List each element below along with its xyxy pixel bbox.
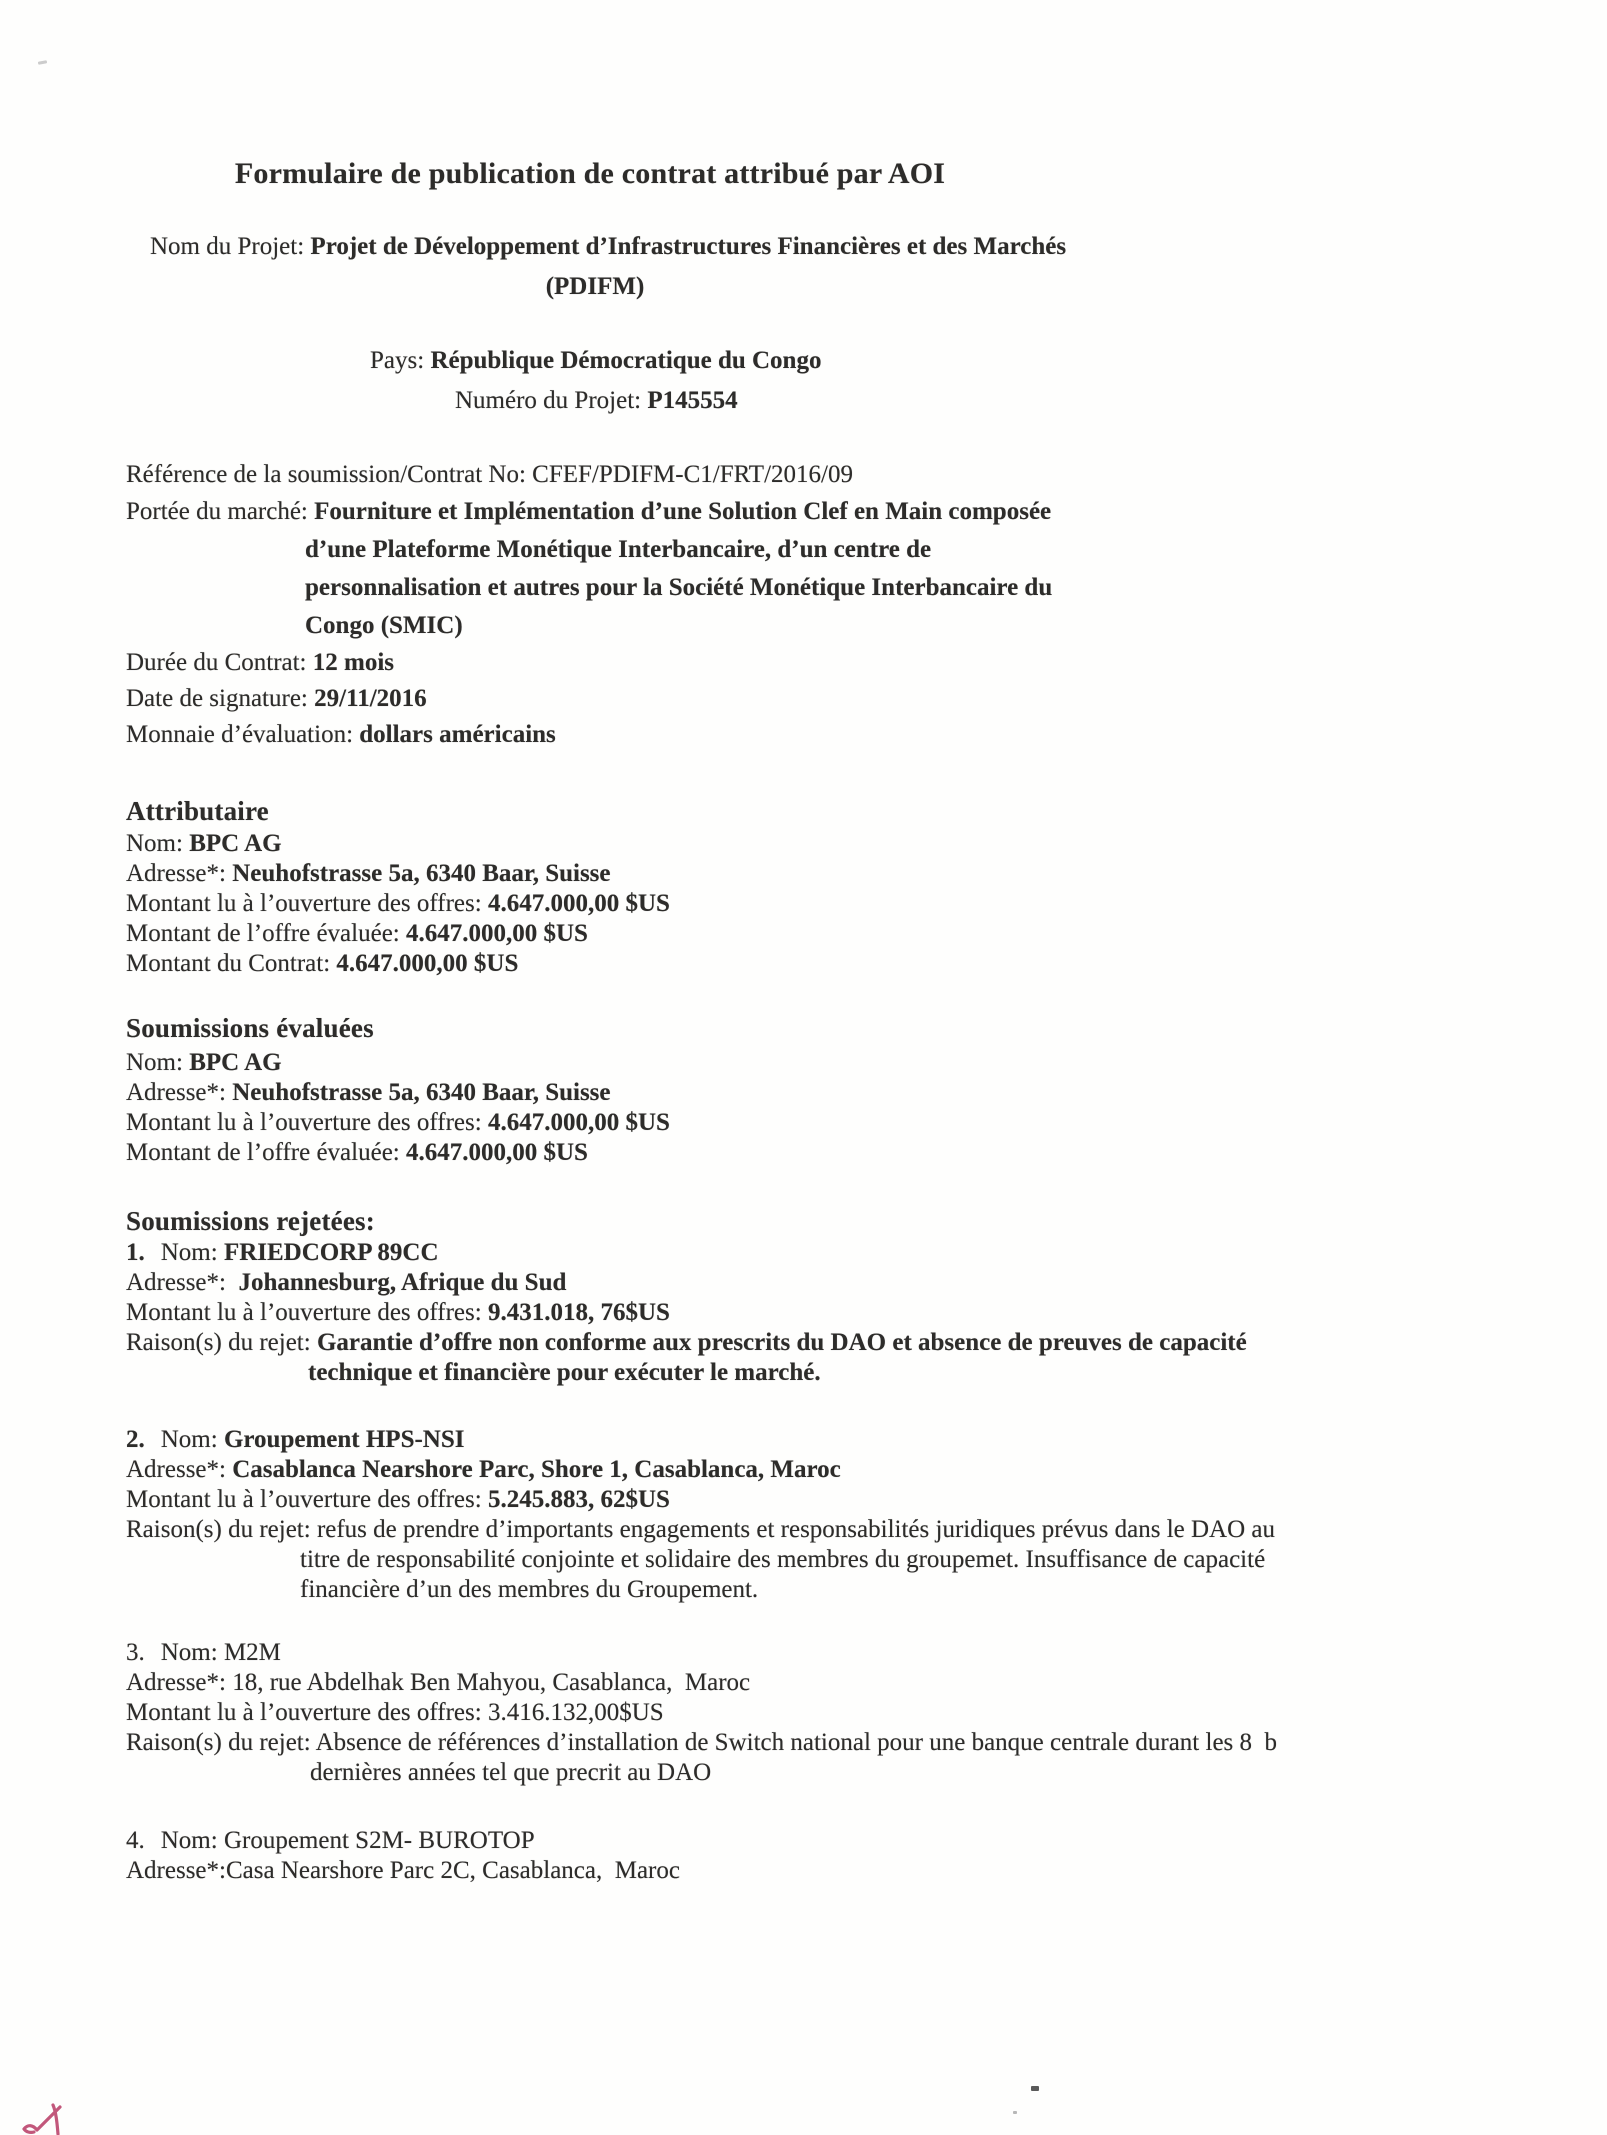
awardee-address-line bbox=[126, 859, 611, 889]
rejected-3-number: 3. bbox=[126, 1639, 145, 1666]
rejected-3-address-value: 18, rue Abdelhak Ben Mahyou, Casablanca, Maroc bbox=[232, 1669, 751, 1696]
country-label: Pays: bbox=[370, 347, 431, 374]
evaluated-bids-heading: Soumissions évaluées bbox=[126, 1013, 374, 1043]
evaluated-bid-evaluated-amount-line bbox=[126, 1138, 588, 1168]
scope-line-1 bbox=[126, 497, 1051, 527]
rejected-1-reason-label: Raison(s) du rejet: bbox=[126, 1329, 317, 1356]
rejected-1-reason-value-1: Garantie d’offre non conforme aux prescrits du DAO et absence de preuves de capacité bbox=[316, 1329, 1247, 1356]
rejected-2-name-line bbox=[126, 1425, 464, 1455]
rejected-4-address-value: Casa Nearshore Parc 2C, Casablanca, Maroc bbox=[225, 1857, 680, 1884]
rejected-3-reason-label: Raison(s) du rejet: bbox=[126, 1729, 316, 1756]
rejected-4-number: 4. bbox=[126, 1827, 145, 1854]
scope-line-3: personnalisation et autres pour la Société Monétique Interbancaire du bbox=[305, 574, 1053, 601]
project-name-value: Projet de Développement d’Infrastructures Financières et des Marchés bbox=[310, 233, 1067, 260]
rejected-2-reason-value-1: refus de prendre d’importants engagements et responsabilités juridiques prévus dans le DAO au bbox=[316, 1516, 1276, 1543]
rejected-2-reason-line-2: titre de responsabilité conjointe et solidaire des membres du groupemet. Insuffisance de capacité bbox=[300, 1546, 1266, 1573]
awardee-bid-opening-amount-label: Montant lu à l’ouverture des offres: bbox=[126, 890, 488, 917]
rejected-2-amount-line bbox=[126, 1485, 670, 1515]
project-number-line bbox=[455, 386, 738, 416]
country-value: République Démocratique du Congo bbox=[430, 347, 822, 374]
rejected-2-reason-line-3: financière d’un des membres du Groupement. bbox=[300, 1576, 759, 1603]
rejected-3-amount-line bbox=[126, 1698, 664, 1728]
evaluation-currency-label: Monnaie d’évaluation: bbox=[126, 721, 360, 748]
rejected-3-name-line bbox=[126, 1638, 281, 1668]
rejected-1-number: 1. bbox=[126, 1239, 145, 1266]
rejected-3-address-line bbox=[126, 1668, 750, 1698]
evaluated-bid-address-line bbox=[126, 1078, 611, 1108]
evaluated-bid-opening-amount-line bbox=[126, 1108, 670, 1138]
scope-label: Portée du marché: bbox=[126, 498, 315, 525]
awardee-evaluated-bid-amount-label: Montant de l’offre évaluée: bbox=[126, 920, 406, 947]
rejected-1-address-line bbox=[126, 1268, 566, 1298]
signature-date-label: Date de signature: bbox=[126, 685, 315, 712]
awardee-name-value: BPC AG bbox=[189, 830, 282, 857]
rejected-1-amount-label: Montant lu à l’ouverture des offres: bbox=[126, 1299, 488, 1326]
project-number-label: Numéro du Projet: bbox=[455, 387, 648, 414]
rejected-2-amount-value: 5.245.883, 62$US bbox=[487, 1486, 670, 1513]
rejected-3-name-label: Nom: bbox=[160, 1639, 224, 1666]
evaluated-bid-address-value: Neuhofstrasse 5a, 6340 Baar, Suisse bbox=[232, 1079, 611, 1106]
project-name-label: Nom du Projet: bbox=[150, 233, 311, 260]
scope-line-2: d’une Plateforme Monétique Interbancaire, d’un centre de bbox=[305, 536, 932, 563]
project-name-line bbox=[150, 232, 1066, 262]
scope-value-1: Fourniture et Implémentation d’une Solution Clef en Main composée bbox=[314, 498, 1052, 525]
rejected-3-reason-line-1 bbox=[126, 1728, 1277, 1758]
rejected-4-name-value: Groupement S2M- BUROTOP bbox=[223, 1827, 535, 1854]
signature-date-line bbox=[126, 684, 427, 714]
submission-reference-label: Référence de la soumission/Contrat No: bbox=[126, 461, 533, 488]
rejected-3-reason-value-1: Absence de références d’installation de Switch national pour une banque centrale durant les 8 b bbox=[315, 1729, 1278, 1756]
rejected-4-name-label: Nom: bbox=[160, 1827, 224, 1854]
rejected-1-amount-line bbox=[126, 1298, 670, 1328]
rejected-1-reason-line-1 bbox=[126, 1328, 1247, 1358]
awardee-contract-amount-label: Montant du Contrat: bbox=[126, 950, 337, 977]
awardee-contract-amount-value: 4.647.000,00 $US bbox=[336, 950, 519, 977]
rejected-2-name-value: Groupement HPS-NSI bbox=[223, 1426, 465, 1453]
rejected-1-amount-value: 9.431.018, 76$US bbox=[487, 1299, 670, 1326]
evaluation-currency-value: dollars américains bbox=[359, 721, 556, 748]
signature-date-value: 29/11/2016 bbox=[314, 685, 427, 712]
contract-duration-value: 12 mois bbox=[312, 649, 395, 676]
rejected-2-reason-line-1 bbox=[126, 1515, 1275, 1545]
rejected-3-name-value: M2M bbox=[223, 1639, 281, 1666]
evaluated-bid-name-value: BPC AG bbox=[189, 1049, 282, 1076]
awardee-evaluated-bid-amount-line bbox=[126, 919, 588, 949]
rejected-3-amount-value: 3.416.132,00$US bbox=[487, 1699, 664, 1726]
scan-speck bbox=[38, 60, 47, 65]
rejected-3-address-label: Adresse*: bbox=[126, 1669, 233, 1696]
rejected-1-address-label: Adresse*: bbox=[126, 1269, 233, 1296]
scope-line-4: Congo (SMIC) bbox=[305, 612, 463, 639]
rejected-1-name-line bbox=[126, 1238, 439, 1268]
submission-reference-line bbox=[126, 460, 853, 490]
project-number-value: P145554 bbox=[647, 387, 738, 414]
rejected-2-address-line bbox=[126, 1455, 841, 1485]
rejected-bids-heading: Soumissions rejetées: bbox=[126, 1206, 375, 1236]
rejected-1-name-value: FRIEDCORP 89CC bbox=[223, 1239, 439, 1266]
rejected-2-address-label: Adresse*: bbox=[126, 1456, 233, 1483]
awardee-address-label: Adresse*: bbox=[126, 860, 233, 887]
rejected-3-reason-line-2: dernières années tel que precrit au DAO bbox=[310, 1759, 712, 1786]
submission-reference-value: CFEF/PDIFM-C1/FRT/2016/09 bbox=[532, 461, 853, 488]
rejected-1-address-value: Johannesburg, Afrique du Sud bbox=[232, 1269, 567, 1296]
evaluated-bid-evaluated-amount-label: Montant de l’offre évaluée: bbox=[126, 1139, 406, 1166]
awardee-address-value: Neuhofstrasse 5a, 6340 Baar, Suisse bbox=[232, 860, 611, 887]
evaluated-bid-opening-amount-value: 4.647.000,00 $US bbox=[487, 1109, 670, 1136]
awardee-contract-amount-line bbox=[126, 949, 518, 979]
rejected-2-address-value: Casablanca Nearshore Parc, Shore 1, Casablanca, Maroc bbox=[232, 1456, 841, 1483]
rejected-4-address-label: Adresse*: bbox=[126, 1857, 226, 1884]
awardee-bid-opening-amount-value: 4.647.000,00 $US bbox=[487, 890, 670, 917]
contract-duration-line bbox=[126, 648, 394, 678]
awardee-heading: Attributaire bbox=[126, 796, 269, 826]
awardee-evaluated-bid-amount-value: 4.647.000,00 $US bbox=[405, 920, 588, 947]
awardee-bid-opening-amount-line bbox=[126, 889, 670, 919]
project-acronym: (PDIFM) bbox=[545, 273, 645, 300]
evaluated-bid-name-label: Nom: bbox=[126, 1049, 190, 1076]
awardee-name-line bbox=[126, 829, 282, 859]
pen-mark bbox=[20, 2102, 74, 2135]
evaluated-bid-evaluated-amount-value: 4.647.000,00 $US bbox=[405, 1139, 588, 1166]
rejected-3-amount-label: Montant lu à l’ouverture des offres: bbox=[126, 1699, 488, 1726]
scan-speck bbox=[1013, 2111, 1017, 2114]
rejected-4-address-line bbox=[126, 1856, 680, 1886]
awardee-name-label: Nom: bbox=[126, 830, 190, 857]
rejected-2-name-label: Nom: bbox=[160, 1426, 224, 1453]
rejected-2-number: 2. bbox=[126, 1426, 145, 1453]
page-title: Formulaire de publication de contrat attribué par AOI bbox=[234, 157, 946, 190]
country-line bbox=[370, 346, 821, 376]
evaluated-bid-opening-amount-label: Montant lu à l’ouverture des offres: bbox=[126, 1109, 488, 1136]
rejected-1-reason-line-2: technique et financière pour exécuter le marché. bbox=[308, 1359, 821, 1386]
contract-duration-label: Durée du Contrat: bbox=[126, 649, 313, 676]
evaluation-currency-line bbox=[126, 720, 556, 750]
rejected-2-amount-label: Montant lu à l’ouverture des offres: bbox=[126, 1486, 488, 1513]
rejected-1-name-label: Nom: bbox=[160, 1239, 224, 1266]
rejected-4-name-line bbox=[126, 1826, 535, 1856]
evaluated-bid-name-line bbox=[126, 1048, 282, 1078]
rejected-2-reason-label: Raison(s) du rejet: bbox=[126, 1516, 317, 1543]
scan-speck bbox=[1031, 2086, 1039, 2091]
evaluated-bid-address-label: Adresse*: bbox=[126, 1079, 233, 1106]
